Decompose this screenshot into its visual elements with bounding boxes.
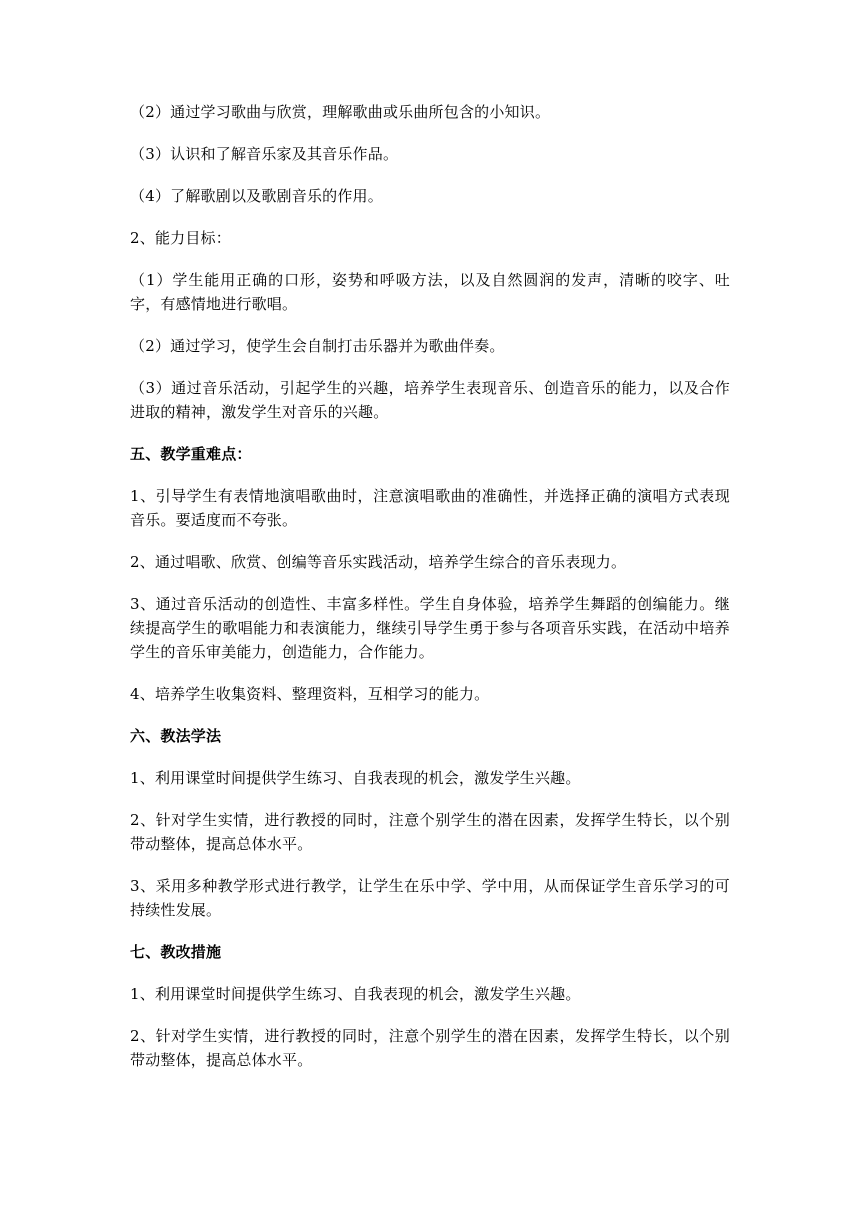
paragraph-key-point-4: 4、培养学生收集资料、整理资料，互相学习的能力。 [130, 685, 490, 703]
section-heading-key-points: 五、教学重难点： [130, 445, 252, 463]
paragraph-knowledge-2: （2）通过学习歌曲与欣赏，理解歌曲或乐曲所包含的小知识。 [130, 103, 551, 121]
paragraph-measure-2: 2、针对学生实情，进行教授的同时，注意个别学生的潜在因素，发挥学生特长，以个别带动整体，提高总体水平。 [130, 1027, 730, 1069]
paragraph-key-point-2: 2、通过唱歌、欣赏、创编等音乐实践活动，培养学生综合的音乐表现力。 [130, 553, 627, 571]
paragraph-key-point-1: 1、引导学生有表情地演唱歌曲时，注意演唱歌曲的准确性，并选择正确的演唱方式表现音乐。要适度而不夸张。 [130, 487, 730, 529]
subheading-ability-goals: 2、能力目标： [130, 229, 231, 247]
document-page [130, 100, 730, 1090]
paragraph-measure-1: 1、利用课堂时间提供学生练习、自我表现的机会，激发学生兴趣。 [130, 985, 581, 1003]
paragraph-ability-2: （2）通过学习，使学生会自制打击乐器并为歌曲伴奏。 [130, 337, 505, 355]
paragraph-method-2: 2、针对学生实情，进行教授的同时，注意个别学生的潜在因素，发挥学生特长，以个别带动整体，提高总体水平。 [130, 811, 730, 853]
paragraph-ability-3: （3）通过音乐活动，引起学生的兴趣，培养学生表现音乐、创造音乐的能力，以及合作进取的精神，激发学生对音乐的兴趣。 [130, 379, 730, 421]
paragraph-method-3: 3、采用多种教学形式进行教学，让学生在乐中学、学中用，从而保证学生音乐学习的可持续性发展。 [130, 877, 730, 919]
paragraph-knowledge-4: （4）了解歌剧以及歌剧音乐的作用。 [130, 187, 383, 205]
paragraph-method-1: 1、利用课堂时间提供学生练习、自我表现的机会，激发学生兴趣。 [130, 769, 581, 787]
paragraph-knowledge-3: （3）认识和了解音乐家及其音乐作品。 [130, 145, 399, 163]
section-heading-reform-measures: 七、教改措施 [130, 943, 222, 961]
paragraph-key-point-3: 3、通过音乐活动的创造性、丰富多样性。学生自身体验，培养学生舞蹈的创编能力。继续提高学生的歌唱能力和表演能力，继续引导学生勇于参与各项音乐实践，在活动中培养学生的音乐审美能力，创造能力，合作能力。 [130, 595, 730, 661]
paragraph-ability-1: （1）学生能用正确的口形，姿势和呼吸方法，以及自然圆润的发声，清晰的咬字、吐字，有感情地进行歌唱。 [130, 271, 730, 313]
section-heading-methods: 六、教法学法 [130, 727, 222, 745]
